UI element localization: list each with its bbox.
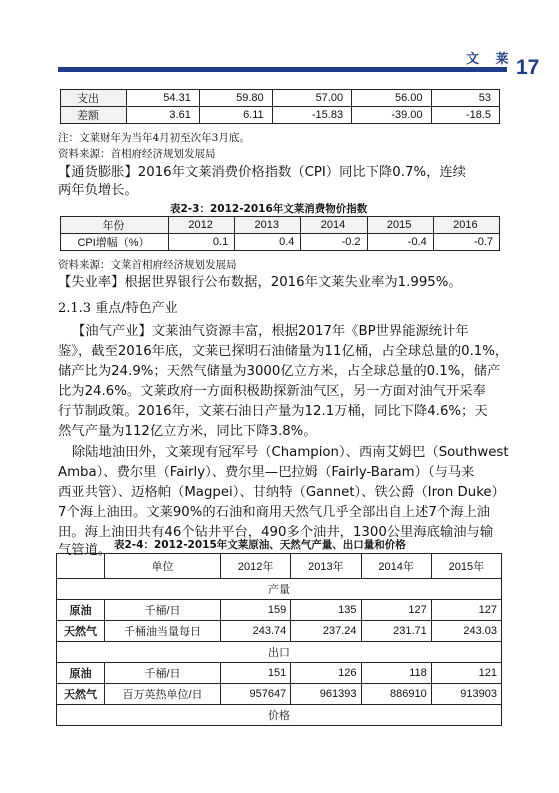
column-header: 2014 [301,217,367,234]
oil-paragraph-line: 比为24.6%。文莱政府一方面积极勘探新油气区，另一方面对油气开采奉 [58,384,486,399]
oil-paragraph-line: 鉴》，截至2016年底，文莱已探明石油储量为11亿桶，占全球总量的0.1%， [58,344,509,359]
table-cell: -39.00 [352,107,431,124]
column-header: 单位 [105,554,221,579]
table-cell: 243.74 [221,621,291,642]
column-header: 2015年 [431,554,501,579]
column-header: 2012年 [221,554,291,579]
fields-paragraph-line: 7个海上油田。文莱90%的石油和商用天然气几乎全部出自上述7个海上油 [58,505,491,520]
section-heading: 2.1.3 重点/特色产业 [58,301,178,316]
table-cell: 57.00 [272,90,351,107]
table-row [57,621,502,642]
section-row [57,642,502,663]
fields-paragraph-line: 田。海上油田共有46个钻井平台，490多个油井，1300公里海底输油与输 [58,525,494,540]
table-cell: 6.11 [199,107,272,124]
table-cell: 231.71 [361,621,431,642]
table-cell: 118 [361,663,431,684]
section-label: 出口 [57,642,502,663]
inflation-paragraph-line: 【通货膨胀】2016年文莱消费价格指数（CPI）同比下降0.7%，连续 [58,165,466,180]
row-name: 原油 [57,663,105,684]
row-name: 天然气 [57,684,105,705]
table-cell: -0.4 [367,234,433,251]
column-header-blank [57,554,105,579]
section-label: 价格 [57,705,502,726]
cpi-table [60,216,500,251]
column-header: 2016 [433,217,499,234]
table-cell: 59.80 [199,90,272,107]
section-row [57,579,502,600]
oil-paragraph-line: 然气产量为112亿立方米，同比下降3.8%。 [58,424,317,439]
section-row [57,705,502,726]
column-header: 2013 [235,217,301,234]
table-cell: 126 [291,663,361,684]
table-cell: 56.00 [352,90,431,107]
page-number: 17 [516,56,540,79]
fields-paragraph-line: 西亚共管）、迈格帕（Magpei）、甘纳特（Gannet）、铁公爵（Iron Duke） [58,485,505,500]
table-cell: 121 [431,663,501,684]
table-cell: 957647 [221,684,291,705]
source-note: 资料来源：文莱首相府经济规划发展局 [58,259,237,271]
oil-paragraph-line: 行节制政策。2016年，文莱石油日产量为12.1万桶，同比下降4.6%；天 [58,404,488,419]
table-cell: 243.03 [431,621,501,642]
column-header: 2014年 [361,554,431,579]
fiscal-table [60,89,500,124]
row-label: CPI增幅（%） [61,234,169,251]
row-label: 支出 [61,90,127,107]
table-cell: 54.31 [127,90,200,107]
column-header: 2013年 [291,554,361,579]
table-caption: 表2-3：2012-2016年文莱消费物价指数 [170,203,368,215]
table-cell: 127 [431,600,501,621]
oil-paragraph-line: 【油气产业】文莱油气资源丰富，根据2017年《BP世界能源统计年 [72,324,469,339]
table-cell: 961393 [291,684,361,705]
column-header: 2012 [169,217,235,234]
table-cell: -18.5 [431,107,499,124]
unemployment-paragraph: 【失业率】根据世界银行公布数据，2016年文莱失业率为1.995%。 [58,275,462,290]
inflation-paragraph-line: 两年负增长。 [58,183,138,198]
fields-paragraph-line: 除陆地油田外，文莱现有冠军号（Champion）、西南艾姆巴（Southwest [72,445,509,460]
table-cell: 886910 [361,684,431,705]
section-label: 产量 [57,579,502,600]
column-header: 2015 [367,217,433,234]
table-cell: 151 [221,663,291,684]
table-cell: -0.7 [433,234,499,251]
table-cell: 159 [221,600,291,621]
table-row [61,234,500,251]
oil-paragraph-line: 储产比为24.9%；天然气储量为3000亿立方米，占全球总量的0.1%，储产 [58,364,501,379]
table-row [61,107,500,124]
table-cell: -15.83 [272,107,351,124]
table-header-row [61,217,500,234]
table-cell: 0.1 [169,234,235,251]
table-cell: 3.61 [127,107,200,124]
oil-gas-table [56,553,502,726]
header-rule [58,67,507,72]
table-row [57,663,502,684]
row-name: 原油 [57,600,105,621]
table-cell: 913903 [431,684,501,705]
table-cell: 135 [291,600,361,621]
fiscal-note: 注：文莱财年为当年4月初至次年3月底。 [58,132,250,144]
table-cell: 127 [361,600,431,621]
row-name: 天然气 [57,621,105,642]
table-header-row [57,554,502,579]
table-cell: -0.2 [301,234,367,251]
source-note: 资料来源：首相府经济规划发展局 [58,148,216,160]
row-unit: 千桶油当量每日 [105,621,221,642]
fields-paragraph-line: Amba）、费尔里（Fairly）、费尔里—巴拉姆（Fairly-Baram）（与马来 [58,465,475,480]
row-label: 差额 [61,107,127,124]
table-cell: 237.24 [291,621,361,642]
table-row [57,684,502,705]
table-cell: 0.4 [235,234,301,251]
row-unit: 百万英热单位/日 [105,684,221,705]
header-title: 文 莱 [466,52,515,67]
table-caption: 表2-4：2012-2015年文莱原油、天然气产量、出口量和价格 [114,539,406,551]
row-unit: 千桶/日 [105,663,221,684]
table-cell: 53 [431,90,499,107]
column-header: 年份 [61,217,169,234]
fields-paragraph-line: 气管道。 [58,543,112,558]
table-row [61,90,500,107]
row-unit: 千桶/日 [105,600,221,621]
table-row [57,600,502,621]
